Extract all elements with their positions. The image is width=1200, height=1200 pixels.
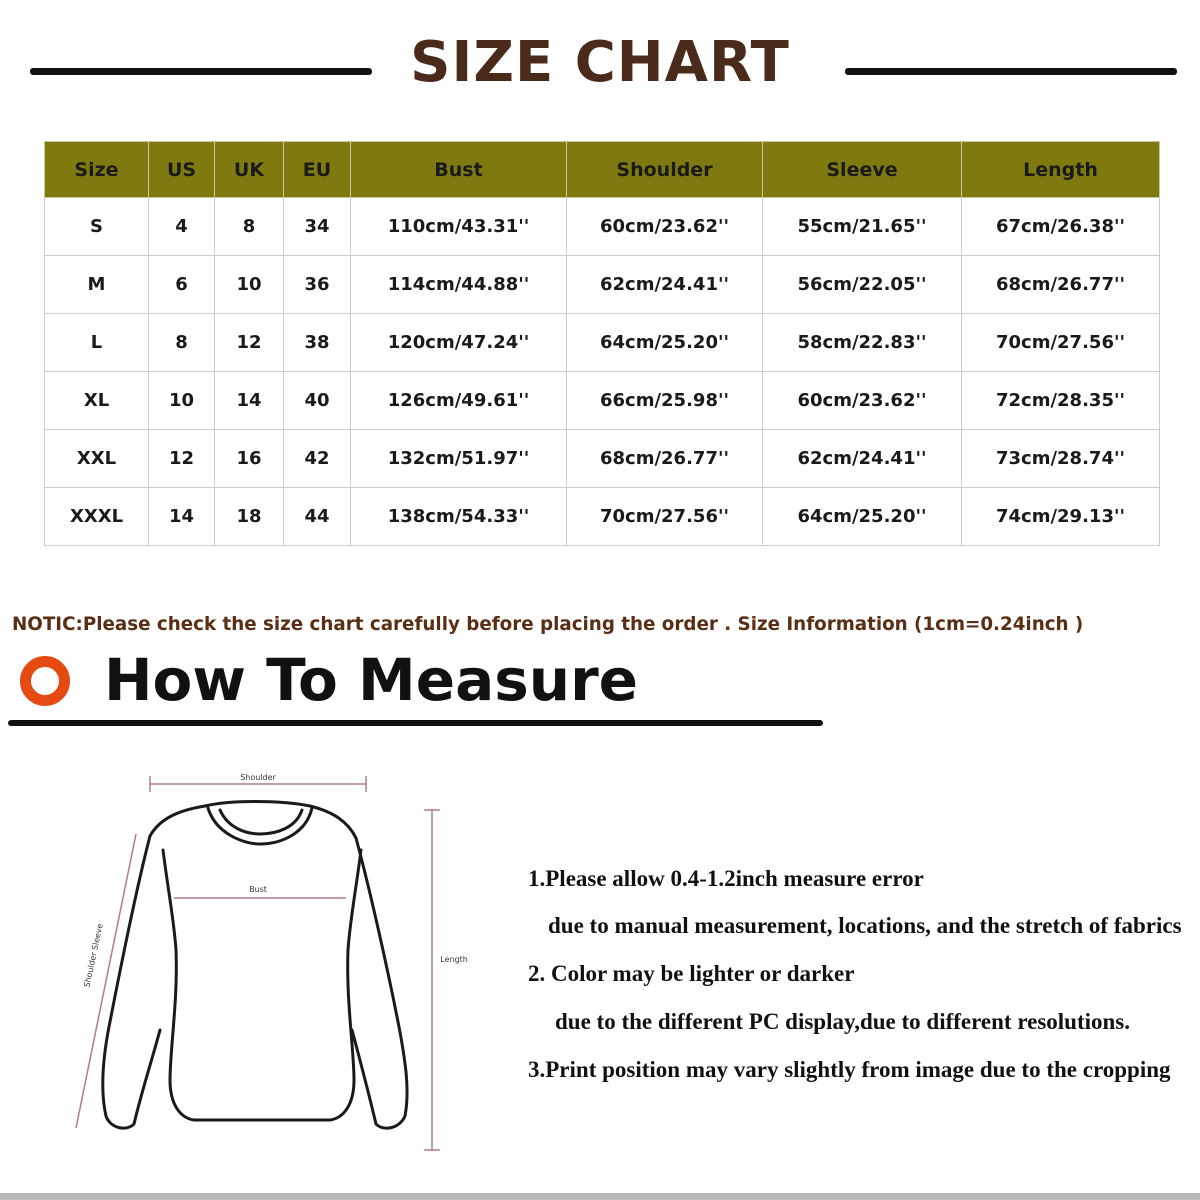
cell-eu: 44 [284, 488, 351, 546]
note-2: 2. Color may be lighter or darker [528, 961, 855, 986]
cell-eu: 34 [284, 198, 351, 256]
cell-shoulder: 60cm/23.62'' [567, 198, 763, 256]
cell-length: 70cm/27.56'' [962, 314, 1160, 372]
cell-bust: 126cm/49.61'' [351, 372, 567, 430]
table-row [45, 314, 1160, 372]
cell-length: 74cm/29.13'' [962, 488, 1160, 546]
header-uk: UK [215, 142, 284, 198]
cell-us: 4 [149, 198, 215, 256]
cell-length: 73cm/28.74'' [962, 430, 1160, 488]
shoulder-label: Shoulder [240, 773, 276, 782]
header-size: Size [45, 142, 149, 198]
cell-sleeve: 62cm/24.41'' [763, 430, 962, 488]
size-table [44, 141, 1160, 546]
table-row [45, 430, 1160, 488]
length-label: Length [440, 955, 468, 964]
size-notice: NOTIC:Please check the size chart carefully before placing the order . Size Information (1cm=0.24inch ) [12, 614, 1084, 635]
table-header-row [45, 142, 1160, 198]
size-chart-title: SIZE CHART [410, 30, 790, 95]
header-us: US [149, 142, 215, 198]
cell-uk: 16 [215, 430, 284, 488]
table-row [45, 488, 1160, 546]
cell-eu: 42 [284, 430, 351, 488]
cell-sleeve: 55cm/21.65'' [763, 198, 962, 256]
cell-size: L [45, 314, 149, 372]
cell-size: XXXL [45, 488, 149, 546]
cell-bust: 114cm/44.88'' [351, 256, 567, 314]
sweater-diagram [70, 760, 510, 1160]
note-1-detail: due to manual measurement, locations, and the stretch of fabrics [548, 913, 1182, 938]
cell-uk: 10 [215, 256, 284, 314]
cell-us: 8 [149, 314, 215, 372]
cell-size: S [45, 198, 149, 256]
cell-sleeve: 56cm/22.05'' [763, 256, 962, 314]
measure-heading-rule [8, 720, 823, 726]
cell-sleeve: 64cm/25.20'' [763, 488, 962, 546]
header-shoulder: Shoulder [567, 142, 763, 198]
cell-us: 6 [149, 256, 215, 314]
cell-shoulder: 64cm/25.20'' [567, 314, 763, 372]
table-row [45, 198, 1160, 256]
bust-label: Bust [249, 885, 267, 894]
cell-uk: 12 [215, 314, 284, 372]
cell-size: XXL [45, 430, 149, 488]
header-bust: Bust [351, 142, 567, 198]
cell-length: 67cm/26.38'' [962, 198, 1160, 256]
cell-uk: 18 [215, 488, 284, 546]
cell-eu: 40 [284, 372, 351, 430]
cell-bust: 132cm/51.97'' [351, 430, 567, 488]
header-sleeve: Sleeve [763, 142, 962, 198]
cell-length: 68cm/26.77'' [962, 256, 1160, 314]
table-row [45, 372, 1160, 430]
cell-bust: 120cm/47.24'' [351, 314, 567, 372]
cell-us: 14 [149, 488, 215, 546]
bottom-border [0, 1193, 1200, 1200]
cell-eu: 38 [284, 314, 351, 372]
sweater-outline-icon [103, 802, 407, 1129]
ring-bullet-icon [20, 656, 70, 706]
cell-uk: 14 [215, 372, 284, 430]
cell-shoulder: 62cm/24.41'' [567, 256, 763, 314]
sleeve-label: Shoulder Sleeve [82, 922, 105, 989]
cell-bust: 138cm/54.33'' [351, 488, 567, 546]
title-rule-left [30, 68, 372, 75]
note-2-detail: due to the different PC display,due to different resolutions. [555, 1009, 1131, 1034]
cell-size: M [45, 256, 149, 314]
header-length: Length [962, 142, 1160, 198]
cell-length: 72cm/28.35'' [962, 372, 1160, 430]
title-rule-right [845, 68, 1177, 75]
table-row [45, 256, 1160, 314]
cell-eu: 36 [284, 256, 351, 314]
cell-uk: 8 [215, 198, 284, 256]
cell-shoulder: 66cm/25.98'' [567, 372, 763, 430]
note-3: 3.Print position may vary slightly from image due to the cropping [528, 1057, 1171, 1082]
cell-us: 10 [149, 372, 215, 430]
note-1: 1.Please allow 0.4-1.2inch measure error [528, 866, 924, 891]
cell-sleeve: 58cm/22.83'' [763, 314, 962, 372]
cell-size: XL [45, 372, 149, 430]
header-eu: EU [284, 142, 351, 198]
cell-shoulder: 70cm/27.56'' [567, 488, 763, 546]
cell-us: 12 [149, 430, 215, 488]
cell-shoulder: 68cm/26.77'' [567, 430, 763, 488]
cell-bust: 110cm/43.31'' [351, 198, 567, 256]
cell-sleeve: 60cm/23.62'' [763, 372, 962, 430]
how-to-measure-heading: How To Measure [104, 646, 639, 714]
